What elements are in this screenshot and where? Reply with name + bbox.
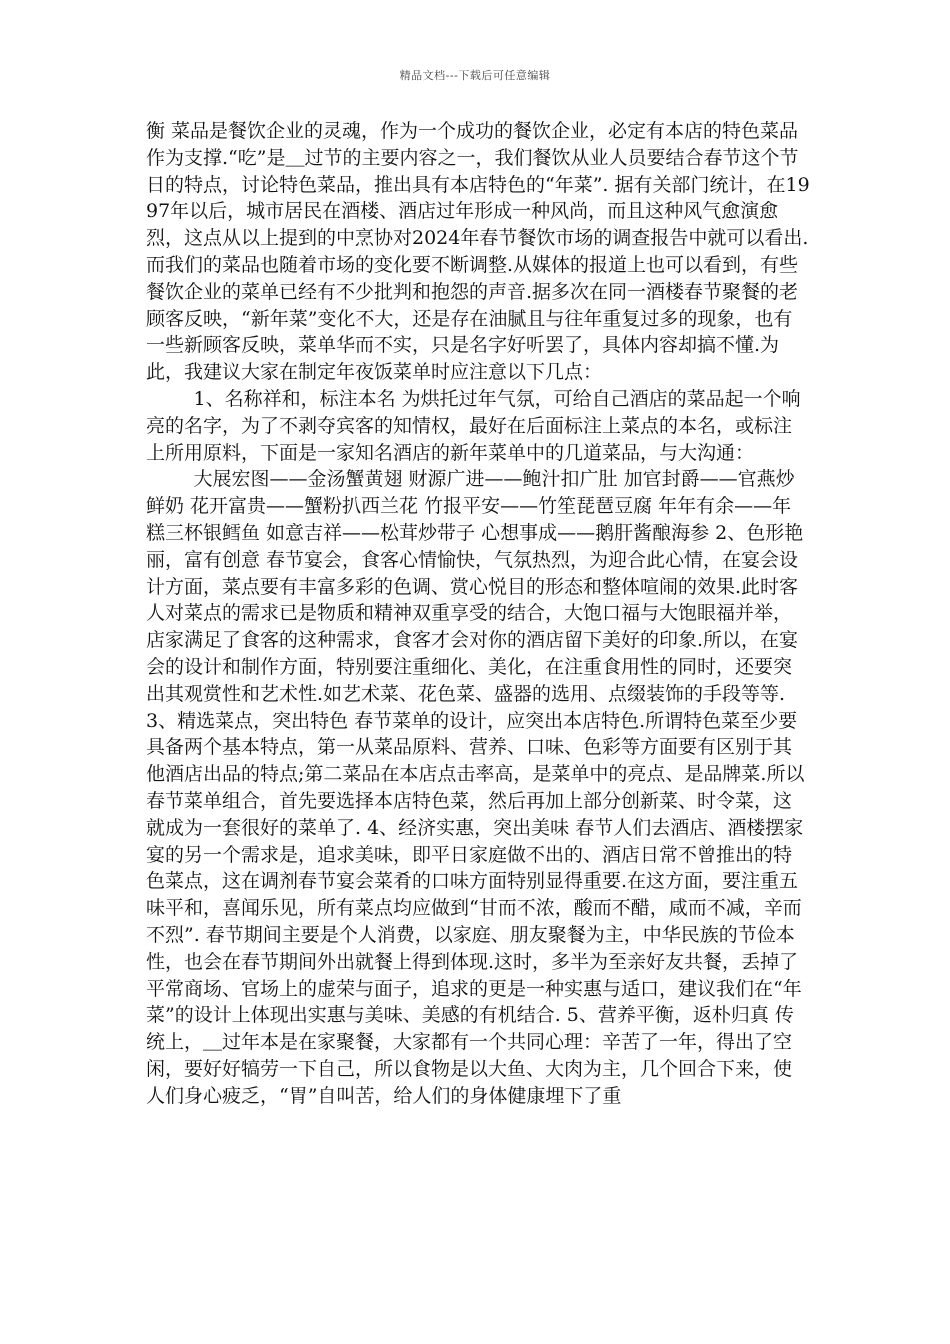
paragraph-intro: 衡 菜品是餐饮企业的灵魂，作为一个成功的餐饮企业，必定有本店的特色菜品作为支撑.“吃”是＿过节的主要内容之一，我们餐饮从业人员要结合春节这个节日的特点，讨论特色菜品，推出具有本店特色的“年菜”. 据有关部门统计，在1997年以后，城市居民在酒楼、酒店过年形成一种风尚，而且这种风气愈演愈烈，这点从以上提到的中烹协对2024年春节餐饮市场的调查报告中就可以看出.而我们的菜品也随着市场的变化要不断调整.从媒体的报道上也可以看到，有些餐饮企业的菜单已经有不少批判和抱怨的声音.据多次在同一酒楼春节聚餐的老顾客反映，“新年菜”变化不大，还是存在油腻且与往年重复过多的现象，也有一些新顾客反映，菜单华而不实，只是名字好听罢了，具体内容却搞不懂.为此，我建议大家在制定年夜饭菜单时应注意以下几点： [146, 120, 810, 384]
document-body [146, 118, 810, 1109]
paragraph-point-1: 1、名称祥和，标注本名 为烘托过年气氛，可给自己酒店的菜品起一个响亮的名字，为了不剥夺宾客的知情权，最好在后面标注上菜点的本名，或标注上所用原料，下面是一家知名酒店的新年菜单中的几道菜品，与大沟通： [146, 387, 801, 464]
paragraph-menu-and-points: 大展宏图——金汤蟹黄翅 财源广进——鲍汁扣广肚 加官封爵——官燕炒鲜奶 花开富贵——蟹粉扒西兰花 竹报平安——竹笙琵琶豆腐 年年有余——年糕三杯银鳕鱼 如意吉祥——松茸炒带子 心想事成——鹅肝酱酿海参 2、色形艳丽，富有创意 春节宴会，食客心情愉快，气氛热烈，为迎合此心情，在宴会设计方面，菜点要有丰富多彩的色调、赏心悦目的形态和整体喧闹的效果.此时客人对菜点的需求已是物质和精神双重享受的结合，大饱口福与大饱眼福并举，店家满足了食客的这种需求，食客才会对你的酒店留下美好的印象.所以，在宴会的设计和制作方面，特别要注重细化、美化，在注重食用性的同时，还要突出其观赏性和艺术性.如艺术菜、花色菜、盛器的选用、点缀装饰的手段等等. 3、精选菜点，突出特色 春节菜单的设计，应突出本店特色.所谓特色菜至少要具备两个基本特点，第一从菜品原料、营养、口味、色彩等方面要有区别于其他酒店出品的特点;第二菜品在本店点击率高，是菜单中的亮点、是品牌菜.所以春节菜单组合，首先要选择本店特色菜，然后再加上部分创新菜、时令菜，这就成为一套很好的菜单了. 4、经济实惠，突出美味 春节人们去酒店、酒楼摆家宴的另一个需求是，追求美味，即平日家庭做不出的、酒店日常不曾推出的特色菜点，这在调剂春节宴会菜肴的口味方面特别显得重要.在这方面，要注重五味平和，喜闻乐见，所有菜点均应做到“甘而不浓，酸而不醋，咸而不减，辛而不烈”. 春节期间主要是个人消费，以家庭、朋友聚餐为主，中华民族的节俭本性，也会在春节期间外出就餐上得到体现.这时，多半为至亲好友共餐，丢掉了平常商场、官场上的虚荣与面子，追求的更是一种实惠与适口，建议我们在“年菜”的设计上体现出实惠与美味、美感的有机结合. 5、营养平衡，返朴归真 传统上，＿过年本是在家聚餐，大家都有一个共同心理：辛苦了一年，得出了空闲，要好好犒劳一下自己，所以食物是以大鱼、大肉为主，几个回合下来，使人们身心疲乏，“胃”自叫苦，给人们的身体健康埋下了重 [146, 468, 805, 1107]
running-header: 精品文档---下载后可任意编辑 [399, 69, 551, 82]
